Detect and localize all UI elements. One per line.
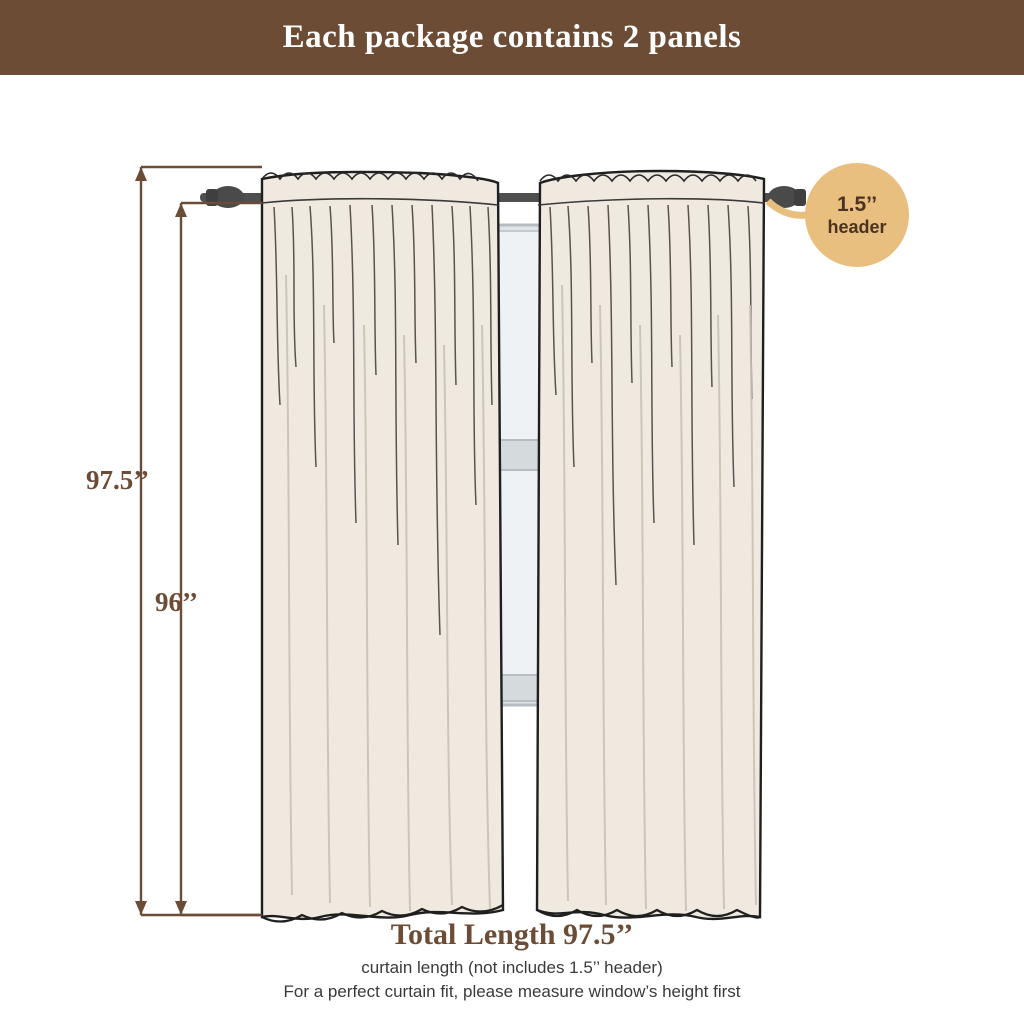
- measurement-label-panel: 96’’: [155, 587, 198, 617]
- caption-note-1: curtain length (not includes 1.5’’ header): [361, 958, 663, 977]
- caption-block: [0, 918, 1024, 1002]
- header-banner: [0, 0, 1024, 75]
- header-callout-badge: [805, 163, 909, 267]
- illustration-stage: [0, 75, 1024, 1019]
- dimension-total: [135, 167, 262, 915]
- page-title: Each package contains 2 panels: [282, 19, 742, 55]
- callout-line2: header: [827, 216, 887, 237]
- caption-note-2: For a perfect curtain fit, please measure window’s height first: [283, 982, 741, 1001]
- left-curtain-panel: [262, 172, 503, 922]
- total-length-caption: Total Length 97.5’’: [390, 918, 634, 951]
- callout-line1: 1.5’’: [836, 193, 878, 217]
- dimension-panel: [175, 203, 262, 915]
- measurement-label-total: 97.5’’: [86, 465, 150, 495]
- right-curtain-panel: [537, 171, 764, 919]
